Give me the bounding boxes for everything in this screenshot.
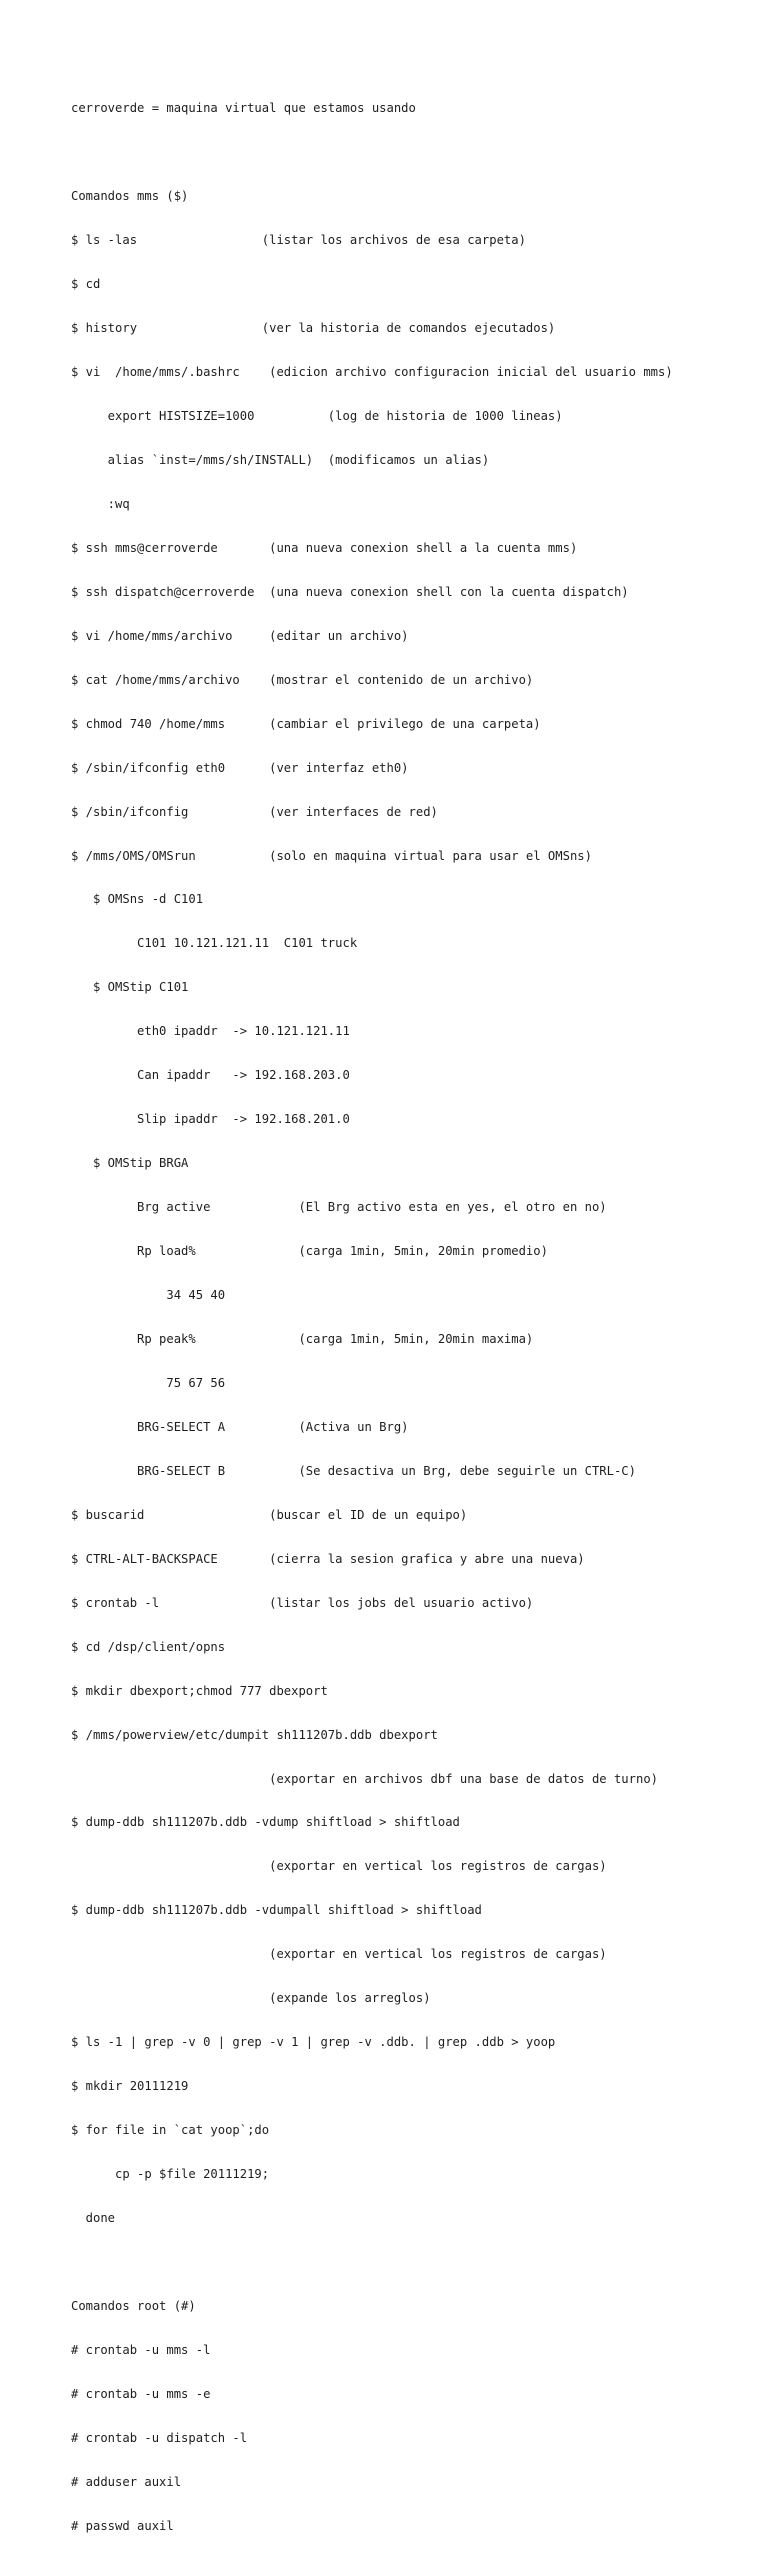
- doc-line: $ CTRL-ALT-BACKSPACE (cierra la sesion grafica y abre una nueva): [71, 1551, 585, 1566]
- doc-line: BRG-SELECT B (Se desactiva un Brg, debe seguirle un CTRL-C): [71, 1463, 636, 1478]
- doc-line: $ dump-ddb sh111207b.ddb -vdump shiftload > shiftload: [71, 1815, 460, 1830]
- doc-line: [71, 145, 673, 160]
- doc-line: $ /sbin/ifconfig (ver interfaces de red): [71, 804, 438, 819]
- doc-line: C101 10.121.121.11 C101 truck: [71, 936, 358, 951]
- doc-line: Rp load% (carga 1min, 5min, 20min promedio): [71, 1244, 548, 1259]
- doc-line: $ crontab -l (listar los jobs del usuario activo): [71, 1595, 534, 1610]
- doc-line: done: [71, 2211, 116, 2226]
- doc-line: $ OMStip C101: [71, 980, 189, 995]
- doc-line: $ mkdir 20111219: [71, 2079, 189, 2094]
- doc-line: $ /sbin/ifconfig eth0 (ver interfaz eth0): [71, 760, 409, 775]
- doc-line: # passwd auxil: [71, 2518, 174, 2533]
- doc-line: $ ls -1 | grep -v 0 | grep -v 1 | grep -v .ddb. | grep .ddb > yoop: [71, 2035, 556, 2050]
- doc-line: $ vi /home/mms/archivo (editar un archivo): [71, 628, 409, 643]
- doc-line: Brg active (El Brg activo esta en yes, el otro en no): [71, 1200, 607, 1215]
- document-body: [71, 72, 673, 2563]
- doc-line: $ cd: [71, 277, 101, 292]
- doc-line: $ buscarid (buscar el ID de un equipo): [71, 1507, 468, 1522]
- doc-line: $ ls -las (listar los archivos de esa carpeta): [71, 233, 526, 248]
- doc-line: 34 45 40: [71, 1288, 226, 1303]
- doc-line: $ history (ver la historia de comandos ejecutados): [71, 321, 556, 336]
- doc-line: Rp peak% (carga 1min, 5min, 20min maxima): [71, 1332, 534, 1346]
- doc-line: $ cd /dsp/client/opns: [71, 1639, 226, 1654]
- doc-line: # crontab -u mms -l: [71, 2342, 211, 2357]
- doc-line: Slip ipaddr -> 192.168.201.0: [71, 1112, 350, 1127]
- doc-line: # adduser auxil: [71, 2474, 182, 2489]
- doc-line: $ mkdir dbexport;chmod 777 dbexport: [71, 1683, 328, 1698]
- doc-line: (exportar en vertical los registros de cargas): [71, 1947, 607, 1962]
- doc-line: [71, 2255, 673, 2270]
- doc-line: $ chmod 740 /home/mms (cambiar el privilego de una carpeta): [71, 716, 541, 731]
- doc-line: 75 67 56: [71, 1375, 226, 1390]
- section-heading: Comandos root (#): [71, 2298, 196, 2313]
- doc-line: $ for file in `cat yoop`;do: [71, 2123, 270, 2138]
- section-heading: Comandos mms ($): [71, 189, 189, 204]
- doc-line: $ ssh mms@cerroverde (una nueva conexion shell a la cuenta mms): [71, 540, 578, 555]
- doc-line: $ OMSns -d C101: [71, 892, 204, 907]
- doc-line: cp -p $file 20111219;: [71, 2167, 270, 2182]
- doc-line: $ dump-ddb sh111207b.ddb -vdumpall shiftload > shiftload: [71, 1903, 482, 1918]
- doc-line: (exportar en archivos dbf una base de datos de turno): [71, 1771, 658, 1786]
- doc-line: $ cat /home/mms/archivo (mostrar el contenido de un archivo): [71, 672, 534, 687]
- doc-line: $ /mms/powerview/etc/dumpit sh111207b.ddb dbexport: [71, 1727, 438, 1742]
- doc-line: eth0 ipaddr -> 10.121.121.11: [71, 1024, 350, 1039]
- doc-line: (expande los arreglos): [71, 1991, 431, 2006]
- doc-line: # crontab -u mms -e: [71, 2386, 211, 2401]
- doc-line: # crontab -u dispatch -l: [71, 2430, 248, 2445]
- doc-line: alias `inst=/mms/sh/INSTALL) (modificamos un alias): [71, 452, 490, 467]
- doc-line: :wq: [71, 496, 130, 511]
- doc-line: $ ssh dispatch@cerroverde (una nueva conexion shell con la cuenta dispatch): [71, 584, 629, 599]
- doc-line: $ /mms/OMS/OMSrun (solo en maquina virtual para usar el OMSns): [71, 848, 592, 863]
- doc-line: $ OMStip BRGA: [71, 1156, 189, 1171]
- doc-line: export HISTSIZE=1000 (log de historia de 1000 lineas): [71, 408, 563, 423]
- doc-line: $ vi /home/mms/.bashrc (edicion archivo configuracion inicial del usuario mms): [71, 365, 673, 380]
- doc-line: BRG-SELECT A (Activa un Brg): [71, 1419, 409, 1434]
- doc-line: cerroverde = maquina virtual que estamos usando: [71, 101, 416, 116]
- doc-line: Can ipaddr -> 192.168.203.0: [71, 1068, 350, 1083]
- doc-line: (exportar en vertical los registros de cargas): [71, 1859, 607, 1874]
